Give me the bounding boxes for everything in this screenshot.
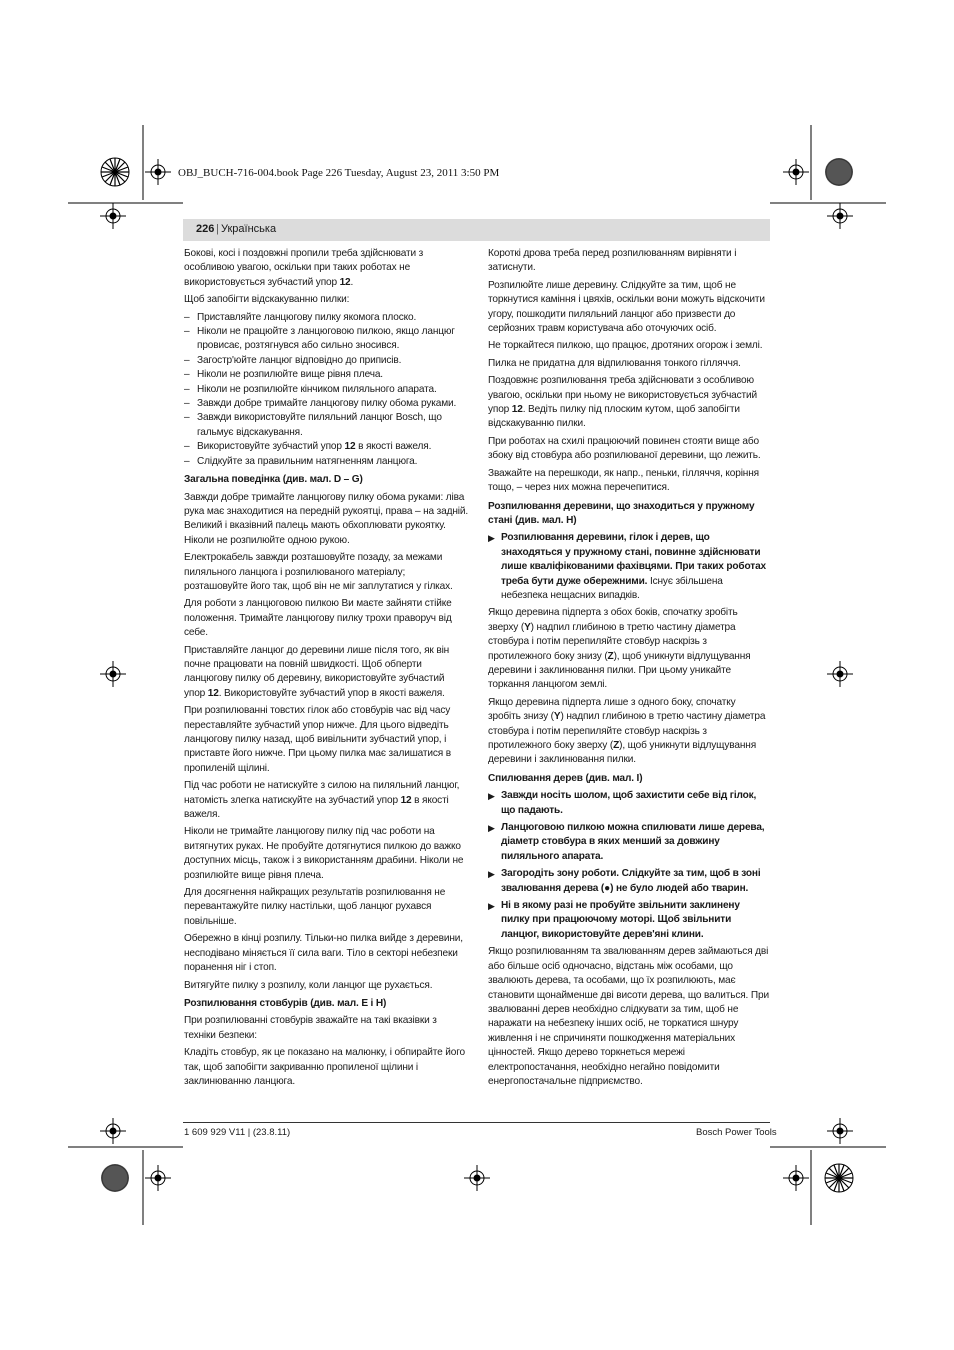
section-heading: Загальна поведінка (див. мал. D – G) <box>184 474 363 486</box>
list-item: – Загостр'юйте ланцюг відповідно до приписів. <box>184 354 402 366</box>
warning-item: ▶ Завжди носіть шолом, щоб захистити себе від гілок, що падають. <box>488 790 757 816</box>
triangle-right-icon: ▶ <box>488 791 495 802</box>
triangle-right-icon: ▶ <box>488 869 495 880</box>
paragraph: Якщо деревина підперта з обох боків, спочатку зробіть зверху (Y) надпил глибиною в третю частину діаметра стовбура і потім перепиляйте стовбур наскрізь з протилежного боку знизу (Z), щоб уникнути відлущування деревини і заклинювання пилки. При цьому уникайте торкання ланцюгом землі. <box>488 607 751 691</box>
list-item: – Ніколи не працюйте з ланцюговою пилкою, якщо ланцюг провисає, розтягнувся або сильно зносився. <box>184 326 455 352</box>
footer-brand: Bosch Power Tools <box>696 1127 777 1138</box>
footer-doc-id: 1 609 929 V11 | (23.8.11) <box>184 1127 291 1138</box>
danger-zone-symbol: ● <box>604 882 611 894</box>
warning-item: ▶ Ні в якому разі не пробуйте звільнити заклинену пилку при працюючому моторі. Щоб звільнити ланцюг, використовуйте дерев'яні клини. <box>488 900 740 940</box>
paragraph: Для роботи з ланцюговою пилкою Ви маєте зайняти стійке положення. Тримайте ланцюгову пилку трохи праворуч від себе. <box>184 598 452 639</box>
paragraph: Щоб запобігти відскакуванню пилки: <box>184 294 350 306</box>
paragraph: При роботах на схилі працюючий повинен стояти вище або збоку від стовбура або розпилюваної деревини, що лежить. <box>488 435 761 462</box>
left-column <box>184 247 468 1092</box>
paragraph: Якщо деревина підперта лише з одного боку, спочатку зробіть знизу (Y) надпил глибиною в третю частину діаметра стовбура і потім перепиляйте стовбур наскрізь з протилежного боку зверху (Z), щоб уникнути відлущування деревини і заклинювання пилки. <box>488 696 766 766</box>
section-heading: Спилювання дерев (див. мал. I) <box>488 772 643 784</box>
section-heading: Розпилювання деревини, що знаходиться у пружному стані (див. мал. H) <box>488 500 755 526</box>
paragraph: Електрокабель завжди розташовуйте позаду, за межами пиляльного ланцюга і розпилюваного матеріалу; розташовуйте його так, щоб він не міг заплутатися у гілках. <box>184 552 453 592</box>
paragraph: Приставляйте ланцюг до деревини лише після того, як він почне працювати на повній швидкості. Щоб обперти ланцюгову пилку об деревину, використовуйте зубчастий упор 12. Використовуйте зубчастий упор в якості важеля. <box>184 644 450 699</box>
paragraph: Кладіть стовбур, як це показано на малюнку, і обпирайте його так, щоб запобігти закриванню пропиленої щілини і заклинюванню ланцюга. <box>184 1047 465 1087</box>
list-item: – Приставляйте ланцюгову пилку якомога плоско. <box>184 311 417 323</box>
print-marker: OBJ_BUCH-716-004.book Page 226 Tuesday, August 23, 2011 3:50 PM <box>178 167 500 179</box>
triangle-right-icon: ▶ <box>488 823 495 834</box>
list-item: – Завжди використовуйте пиляльний ланцюг Bosch, що гальмує відскакування. <box>184 412 442 438</box>
list-item: – Завжди добре тримайте ланцюгову пилку обома руками. <box>184 398 457 410</box>
paragraph: Короткі дрова треба перед розпилюванням вирівняти і затиснути. <box>488 248 737 274</box>
list-item: – Ніколи не розпилюйте кінчиком пиляльного апарата. <box>184 383 437 395</box>
paragraph: Розпилюйте лише деревину. Слідкуйте за тим, щоб не торкнутися каміння і цвяхів, оскільки вони можуть відскочити угору, пошкодити пиляльний ланцюг або призвести до серйозних травм користувача або оточуючих осіб. <box>488 279 765 335</box>
paragraph: Для досягнення найкращих результатів розпилювання не перевантажуйте пилку настільки, щоб ланцюг рухався повільніше. <box>184 887 446 927</box>
warning-item: ▶ Розпилювання деревини, гілок і дерев, що знаходяться у пружному стані, повинне здійснювати лише кваліфікованими фахівцями. При таких роботах треба бути дуже обережними. Існує збільшена небезпека нещасних випадків. <box>488 532 766 601</box>
page-number: 226 <box>196 223 215 235</box>
paragraph: Поздовжнє розпилювання треба здійснювати з особливою увагою, оскільки при ньому не використовується зубчастий упор 12. Ведіть пилку під плоским кутом, щоб запобігти відскакуванню пилки. <box>488 375 757 430</box>
list-item: – Слідкуйте за правильним натягненням ланцюга. <box>184 455 418 467</box>
paragraph: Не торкайтеся пилкою, що працює, дротяних огорож і землі. <box>488 340 763 352</box>
paragraph: Зважайте на перешкоди, як напр., пеньки, гілляччя, коріння тощо, – через них можна перечепитися. <box>488 467 759 494</box>
paragraph: Пилка не придатна для відпилювання тонкого гілляччя. <box>488 357 741 369</box>
paragraph: Завжди добре тримайте ланцюгову пилку обома руками: ліва рука має знаходитися на передній рукоятці, права – на задній. Великий і вказівний палець мають обхоплювати рукоятку. Ніколи не розпилюйте одною рукою. <box>184 491 469 546</box>
paragraph: При розпилюванні товстих гілок або стовбурів час від часу переставляйте зубчастий упор нижче. Для цього відведіть ланцюгову пилку назад, щоб вивільнити зубчастий упор, і приставте його нижче. При цьому пилка має залишатися в пропиленій щілині. <box>184 705 451 774</box>
page-header <box>183 219 770 241</box>
paragraph: При розпилюванні стовбурів зважайте на такі вказівки з техніки безпеки: <box>184 1015 437 1041</box>
paragraph: Під час роботи не натискуйте з силою на пиляльний ланцюг, натомість злегка натискуйте на зубчастий упор 12 в якості важеля. <box>184 780 460 821</box>
right-column <box>488 247 770 1092</box>
paragraph: Якщо розпилюванням та звалюванням дерев займаються дві або більше осіб одночасно, відстань між особами, що звалюють дерева, та особами, що їх розпилюють, має становити щонайменше дві висоти дерева, що валиться. При звалюванні дерев необхідно слідкувати за тим, щоб не наражати на небезпеку інших осіб, не торкатися шнуру живлення і не спричиняти пошкодження матеріальних цінностей. Якщо дерево торкнеться мережі електропостачання, необхідно негайно повідомити енергопостачальне підприємство. <box>488 946 769 1087</box>
paragraph: Витягуйте пилку з розпилу, коли ланцюг ще рухається. <box>184 979 433 991</box>
triangle-right-icon: ▶ <box>488 533 495 544</box>
triangle-right-icon: ▶ <box>488 901 495 912</box>
list-item: – Використовуйте зубчастий упор 12 в якості важеля. <box>184 441 432 453</box>
paragraph: Бокові, косі і поздовжні пропили треба здійснювати з особливою увагою, оскільки при таких роботах не використовується зубчастий упор 12. <box>184 248 424 288</box>
section-heading: Розпилювання стовбурів (див. мал. E і H) <box>184 997 387 1009</box>
footer-divider <box>183 1122 770 1123</box>
warning-item: ▶ Ланцюговою пилкою можна спилювати лише дерева, діаметр стовбура в яких менший за довжину пиляльного апарата. <box>488 822 765 862</box>
language-label: Українська <box>221 223 277 235</box>
paragraph: Обережно в кінці розпилу. Тільки-но пилка вийде з деревини, несподівано міняється її сила ваги. Тіло в секторі небезпеки поранення ніг і стоп. <box>184 933 463 974</box>
list-item: – Ніколи не розпилюйте вище рівня плеча. <box>184 369 383 381</box>
paragraph: Ніколи не тримайте ланцюгову пилку під час роботи на витягнутих руках. Не пробуйте дотягнутися пилкою до важко доступних місць, також і з використанням драбини. Ніколи не розпилюйте вище рівня плеча. <box>184 826 464 881</box>
warning-item: ▶ Загородіть зону роботи. Слідкуйте за тим, щоб в зоні звалювання дерева (●) не було людей або тварин. <box>488 868 761 894</box>
header-separator: | <box>216 223 219 235</box>
